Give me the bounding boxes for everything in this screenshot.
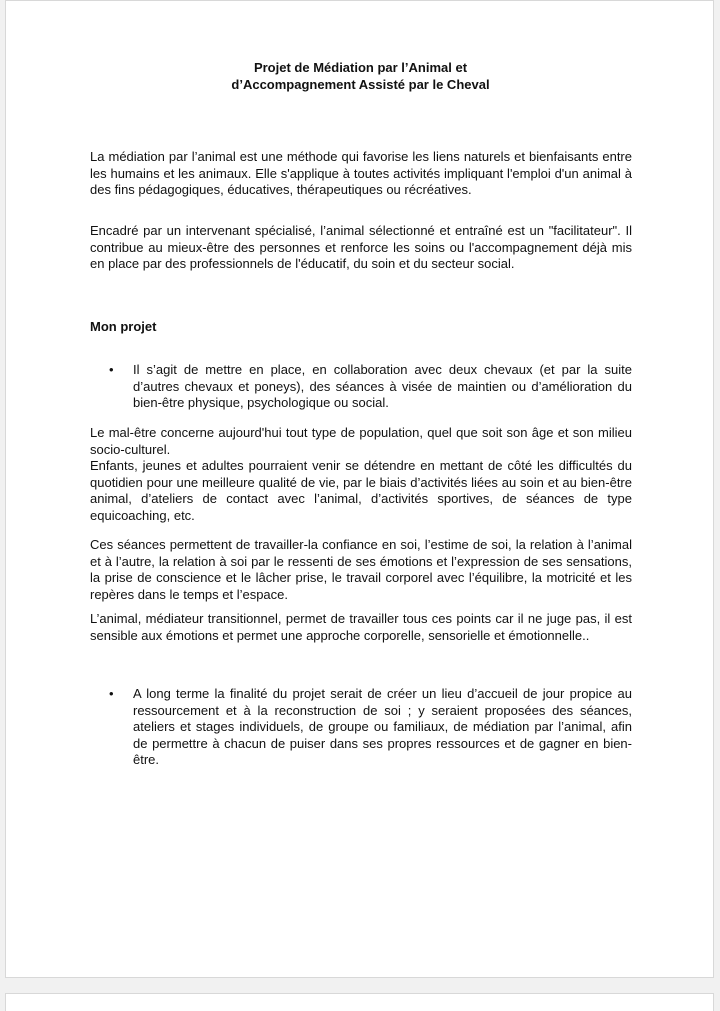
document-title — [6, 59, 715, 93]
paragraph-3 — [90, 425, 632, 524]
bullet-marker-1: • — [109, 362, 114, 377]
intro-paragraph-1: La médiation par l’animal est une méthode qui favorise les liens naturels et bienfaisants entre les humains et les animaux. Elle s'applique à toutes activités impliquant l'emploi d'un animal à des fins pédagogiques, éducatives, thérapeutiques ou récréatives. — [90, 149, 632, 197]
paragraph-5: L’animal, médiateur transitionnel, permet de travailler tous ces points car il ne juge pas, il est sensible aux émotions et permet une approche corporelle, sensorielle et émotionnelle.. — [90, 611, 632, 643]
document-page-2 — [5, 993, 714, 1011]
paragraph-3-line-1: Le mal-être concerne aujourd'hui tout type de population, quel que soit son âge et son milieu socio-culturel. — [90, 425, 632, 457]
title-line-1: Projet de Médiation par l’Animal et — [253, 60, 468, 75]
bullet-marker-2: • — [109, 686, 114, 701]
section-heading: Mon projet — [90, 319, 157, 334]
paragraph-3-line-2: Enfants, jeunes et adultes pourraient venir se détendre en mettant de côté les difficultés du quotidien pour une meilleure qualité de vie, par le biais d’activités liées au soin et au bien-être animal, d’ateliers de contact avec l’animal, d’activités sportives, de séances de type equicoaching, etc. — [90, 458, 632, 523]
bullet-item-2: A long terme la finalité du projet serait de créer un lieu d’accueil de jour propice au ressourcement et à la reconstruction de soi ; y seraient proposées des séances, ateliers et stages individuels, de groupe ou familiaux, de médiation par l’animal, afin de permettre à chacun de puiser dans ses propres ressources et de gagner en bien-être. — [133, 686, 632, 767]
document-page-1 — [5, 0, 714, 978]
paragraph-4: Ces séances permettent de travailler-la confiance en soi, l’estime de soi, la relation à l’animal et à l’autre, la relation à soi par le ressenti de ses émotions et l’expression de ses sensations, la prise de conscience et le lâcher prise, le travail corporel avec l’équilibre, la motricité et les repères dans le temps et l’espace. — [90, 537, 632, 602]
intro-paragraph-2: Encadré par un intervenant spécialisé, l’animal sélectionné et entraîné est un "facilitateur". Il contribue au mieux-être des personnes et renforce les soins ou l'accompagnement déjà mis en place par des professionnels de l'éducatif, du soin et du secteur social. — [90, 223, 632, 271]
bullet-item-1: Il s’agit de mettre en place, en collaboration avec deux chevaux (et par la suite d’autres chevaux et poneys), des séances à visée de maintien ou d’amélioration du bien-être physique, psychologique ou social. — [133, 362, 632, 410]
title-line-2: d’Accompagnement Assisté par le Cheval — [231, 77, 490, 92]
